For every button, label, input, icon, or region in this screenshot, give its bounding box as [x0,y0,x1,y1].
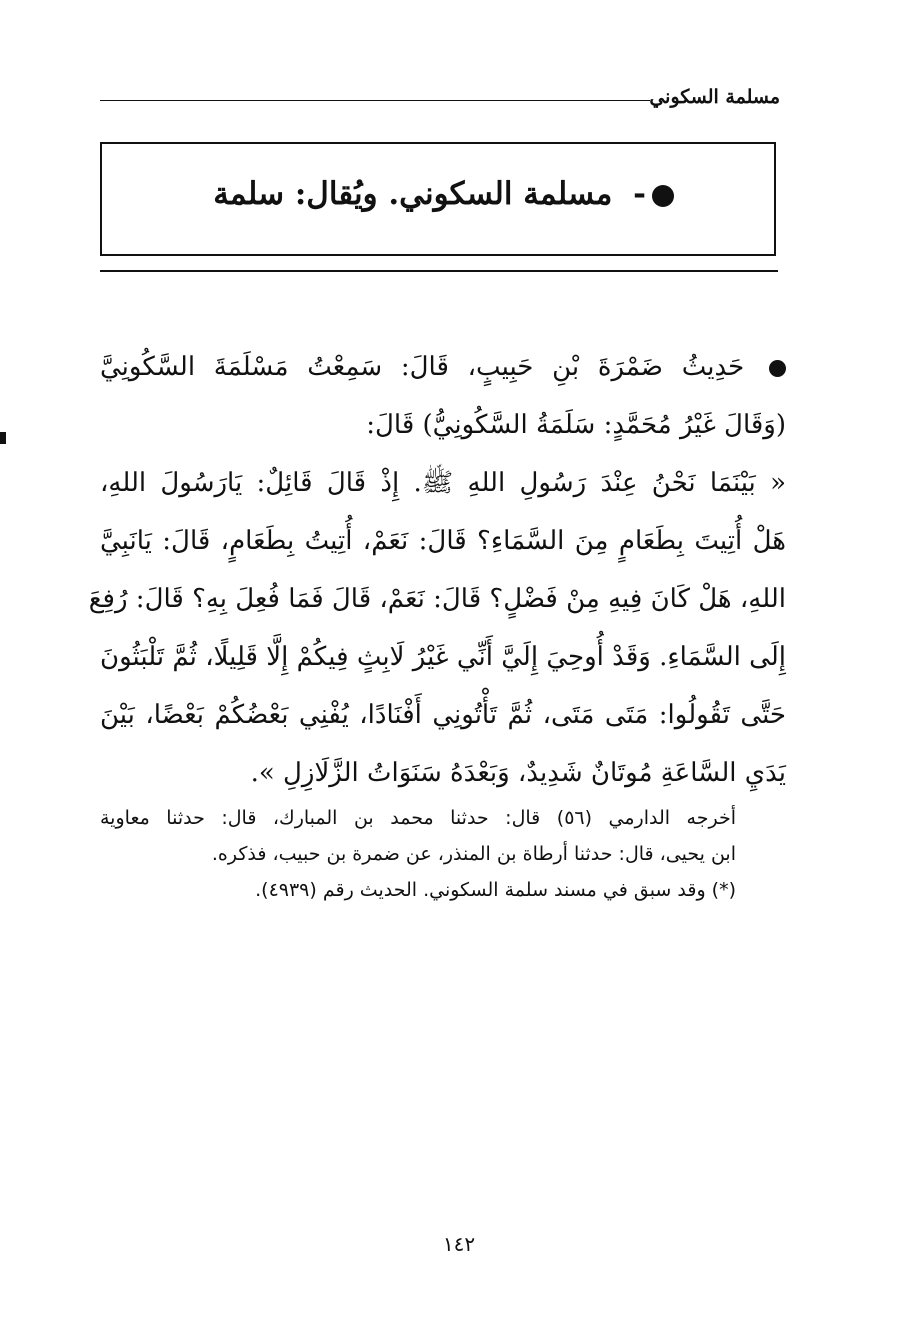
footnote-line: أخرجه الدارمي (٥٦) قال: حدثنا محمد بن المبارك، قال: حدثنا معاوية [100,807,736,829]
footnote-line: (*) وقد سبق في مسند سلمة السكوني. الحديث رقم (٤٩٣٩). [255,879,736,901]
hadith-line: اللهِ، هَلْ كَانَ فِيهِ مِنْ فَضْلٍ؟ قَالَ: نَعَمْ، قَالَ فَمَا فُعِلَ بِهِ؟ قَالَ: رُفِعَ [88,584,786,614]
running-header [100,86,780,116]
heading-divider [100,270,778,272]
hadith-line: إِلَى السَّمَاءِ. وَقَدْ أُوحِيَ إِلَيَّ أَنِّي غَيْرُ لَابِثٍ فِيكُمْ إِلَّا قَلِيلًا، ثُمَّ تَلْبَثُونَ [100,642,786,672]
section-heading-box [100,142,776,256]
hadith-line: يَدَيِ السَّاعَةِ مُوتَانٌ شَدِيدٌ، وَبَعْدَهُ سَنَوَاتُ الزَّلَازِلِ ». [250,758,786,788]
hadith-text [88,454,786,802]
section-heading-text: مسلمة السكوني. ويُقال: سلمة [213,176,613,212]
footnote-line: ابن يحيى، قال: حدثنا أرطاة بن المنذر، عن ضمرة بن حبيب، فذكره. [211,843,736,865]
hadith-line: هَلْ أُتِيتَ بِطَعَامٍ مِنَ السَّمَاءِ؟ قَالَ: نَعَمْ، أُتِيتُ بِطَعَامٍ، قَالَ: يَانَبِيَّ [100,526,786,556]
hadith-line: حَتَّى تَقُولُوا: مَتَى مَتَى، ثُمَّ تَأْتُونِي أَفْنَادًا، يُفْنِي بَعْضُكُمْ بَعْضًا، بَيْنَ [100,700,786,730]
section-heading [213,176,674,212]
hadith-intro-line: (وَقَالَ غَيْرُ مُحَمَّدٍ: سَلَمَةُ السَّكُونِيُّ) قَالَ: [366,410,786,440]
hadith-line: « بَيْنَمَا نَحْنُ عِنْدَ رَسُولِ اللهِ ﷺ. إِذْ قَالَ قَائِلٌ: يَارَسُولَ اللهِ، [100,468,786,498]
hadith-intro-text: حَدِيثُ ضَمْرَةَ بْنِ حَبِيبٍ، قَالَ: سَمِعْتُ مَسْلَمَةَ السَّكُونِيَّ [100,352,745,382]
header-rule [100,100,650,101]
running-header-title: مسلمة السكوني [649,86,780,108]
margin-mark [0,432,6,444]
page-number: ١٤٢ [442,1232,476,1256]
hadith-intro-line [100,338,786,396]
heading-dash: - [633,176,646,212]
footnotes [100,800,736,908]
bullet-icon [652,185,674,207]
bullet-icon [769,360,786,377]
hadith-intro [100,338,786,454]
